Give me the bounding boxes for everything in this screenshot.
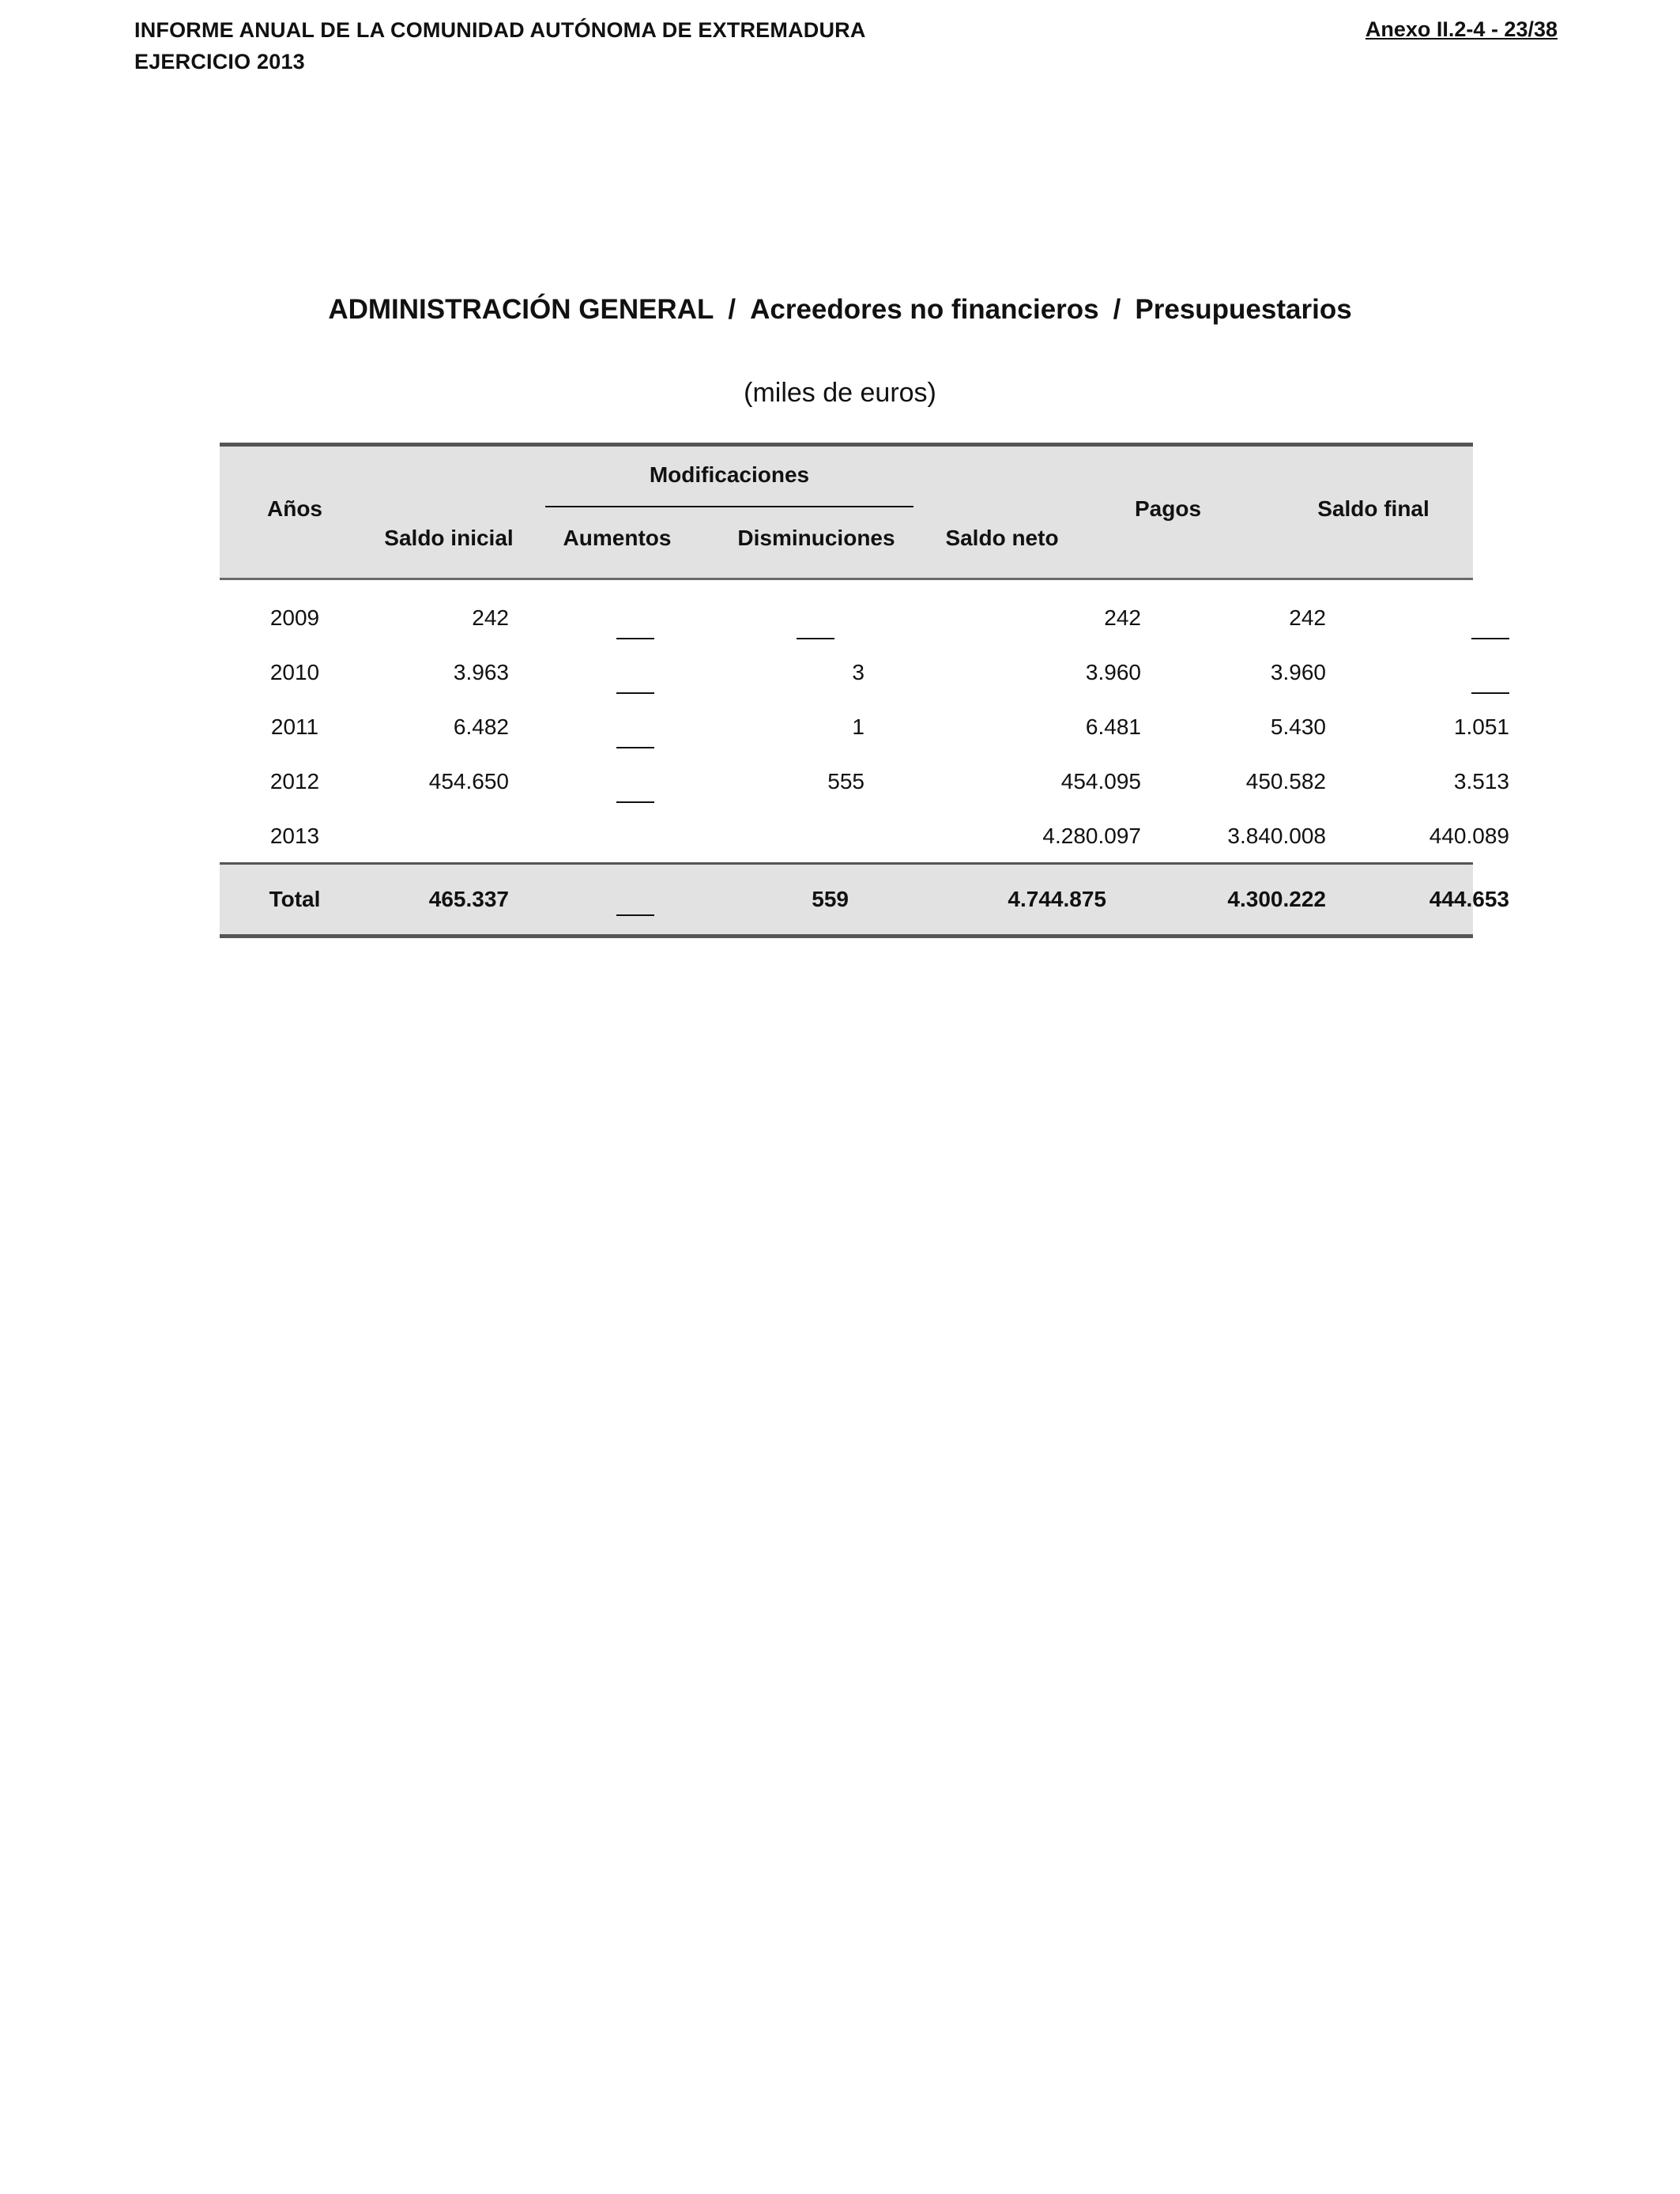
table-row (220, 644, 1473, 699)
report-year-line: EJERCICIO 2013 (134, 50, 305, 74)
empty-value-dash (616, 801, 654, 803)
col-header-aumentos: Aumentos (563, 526, 672, 550)
table-header (220, 443, 1473, 580)
cell-saldo-inicial: 454.650 (428, 769, 509, 794)
modificaciones-rule (545, 506, 913, 507)
annex-page-label: Anexo II.2-4 - 23/38 (1365, 17, 1558, 41)
cell-saldo-final: 440.089 (1429, 824, 1509, 848)
col-header-saldo-inicial: Saldo inicial (384, 526, 514, 550)
total-saldo-neto: 4.744.875 (1008, 887, 1106, 911)
cell-saldo-final: 1.051 (1453, 714, 1509, 739)
title-part-3: Presupuestarios (1135, 294, 1352, 325)
total-saldo-inicial: 465.337 (428, 887, 509, 911)
cell-saldo-final (1294, 605, 1509, 631)
cell-saldo-final (1294, 660, 1509, 685)
empty-value-dash (616, 638, 654, 639)
cell-year: 2010 (269, 660, 320, 684)
table-row (220, 808, 1509, 862)
table-row (220, 753, 1509, 808)
empty-value-dash (616, 747, 654, 748)
cell-saldo-neto: 3.960 (1085, 660, 1141, 684)
title-separator: / (1113, 294, 1121, 325)
col-header-disminuciones: Disminuciones (737, 526, 895, 550)
total-row (220, 862, 1509, 938)
col-header-saldo-final: Saldo final (1317, 496, 1430, 521)
cell-saldo-inicial: 6.482 (453, 714, 509, 739)
cell-year: 2011 (270, 714, 319, 739)
cell-saldo-neto: 6.481 (1085, 714, 1141, 739)
cell-disminuciones: 1 (852, 714, 864, 739)
total-disminuciones: 559 (812, 887, 849, 911)
title-part-1: ADMINISTRACIÓN GENERAL (328, 294, 714, 325)
cell-pagos: 242 (1289, 605, 1326, 630)
report-header (134, 14, 866, 77)
cell-disminuciones: 555 (827, 769, 864, 794)
cell-saldo-inicial: 242 (472, 605, 509, 630)
title-part-2: Acreedores no financieros (750, 294, 1099, 325)
col-header-pagos: Pagos (1134, 496, 1202, 521)
table-body (220, 580, 1509, 862)
cell-pagos: 5.430 (1270, 714, 1326, 739)
title-separator: / (728, 294, 736, 325)
cell-year: 2012 (269, 769, 320, 794)
cell-disminuciones: 3 (852, 660, 864, 684)
total-saldo-final: 444.653 (1429, 887, 1509, 911)
empty-value-dash (1471, 638, 1509, 639)
cell-saldo-neto: 4.280.097 (1042, 824, 1141, 848)
table-row (220, 699, 1509, 753)
cell-year: 2013 (269, 824, 320, 848)
total-aumentos-dash (616, 882, 654, 907)
empty-value-dash (797, 638, 834, 639)
cell-year: 2009 (269, 605, 320, 630)
col-header-saldo-neto: Saldo neto (945, 526, 1059, 550)
empty-value-dash (1471, 692, 1509, 694)
col-header-years: Años (267, 496, 322, 521)
cell-saldo-inicial: 3.963 (453, 660, 509, 684)
cell-aumentos (616, 605, 760, 631)
cell-saldo-final: 3.513 (1453, 769, 1509, 794)
cell-disminuciones (797, 605, 944, 631)
cell-pagos: 3.840.008 (1227, 824, 1326, 848)
units-note: (miles de euros) (744, 378, 936, 408)
total-label: Total (269, 887, 321, 911)
table-row (220, 590, 1473, 644)
table-title (0, 294, 1680, 326)
col-header-modificaciones: Modificaciones (649, 462, 810, 487)
data-table (220, 443, 1509, 938)
cell-saldo-neto: 242 (1104, 605, 1141, 630)
empty-value-dash (616, 692, 654, 694)
cell-pagos: 3.960 (1270, 660, 1326, 684)
total-pagos: 4.300.222 (1227, 887, 1326, 911)
cell-pagos: 450.582 (1245, 769, 1326, 794)
cell-saldo-neto: 454.095 (1060, 769, 1141, 794)
report-title-line: INFORME ANUAL DE LA COMUNIDAD AUTÓNOMA DE EXTREMADURA (134, 18, 866, 42)
